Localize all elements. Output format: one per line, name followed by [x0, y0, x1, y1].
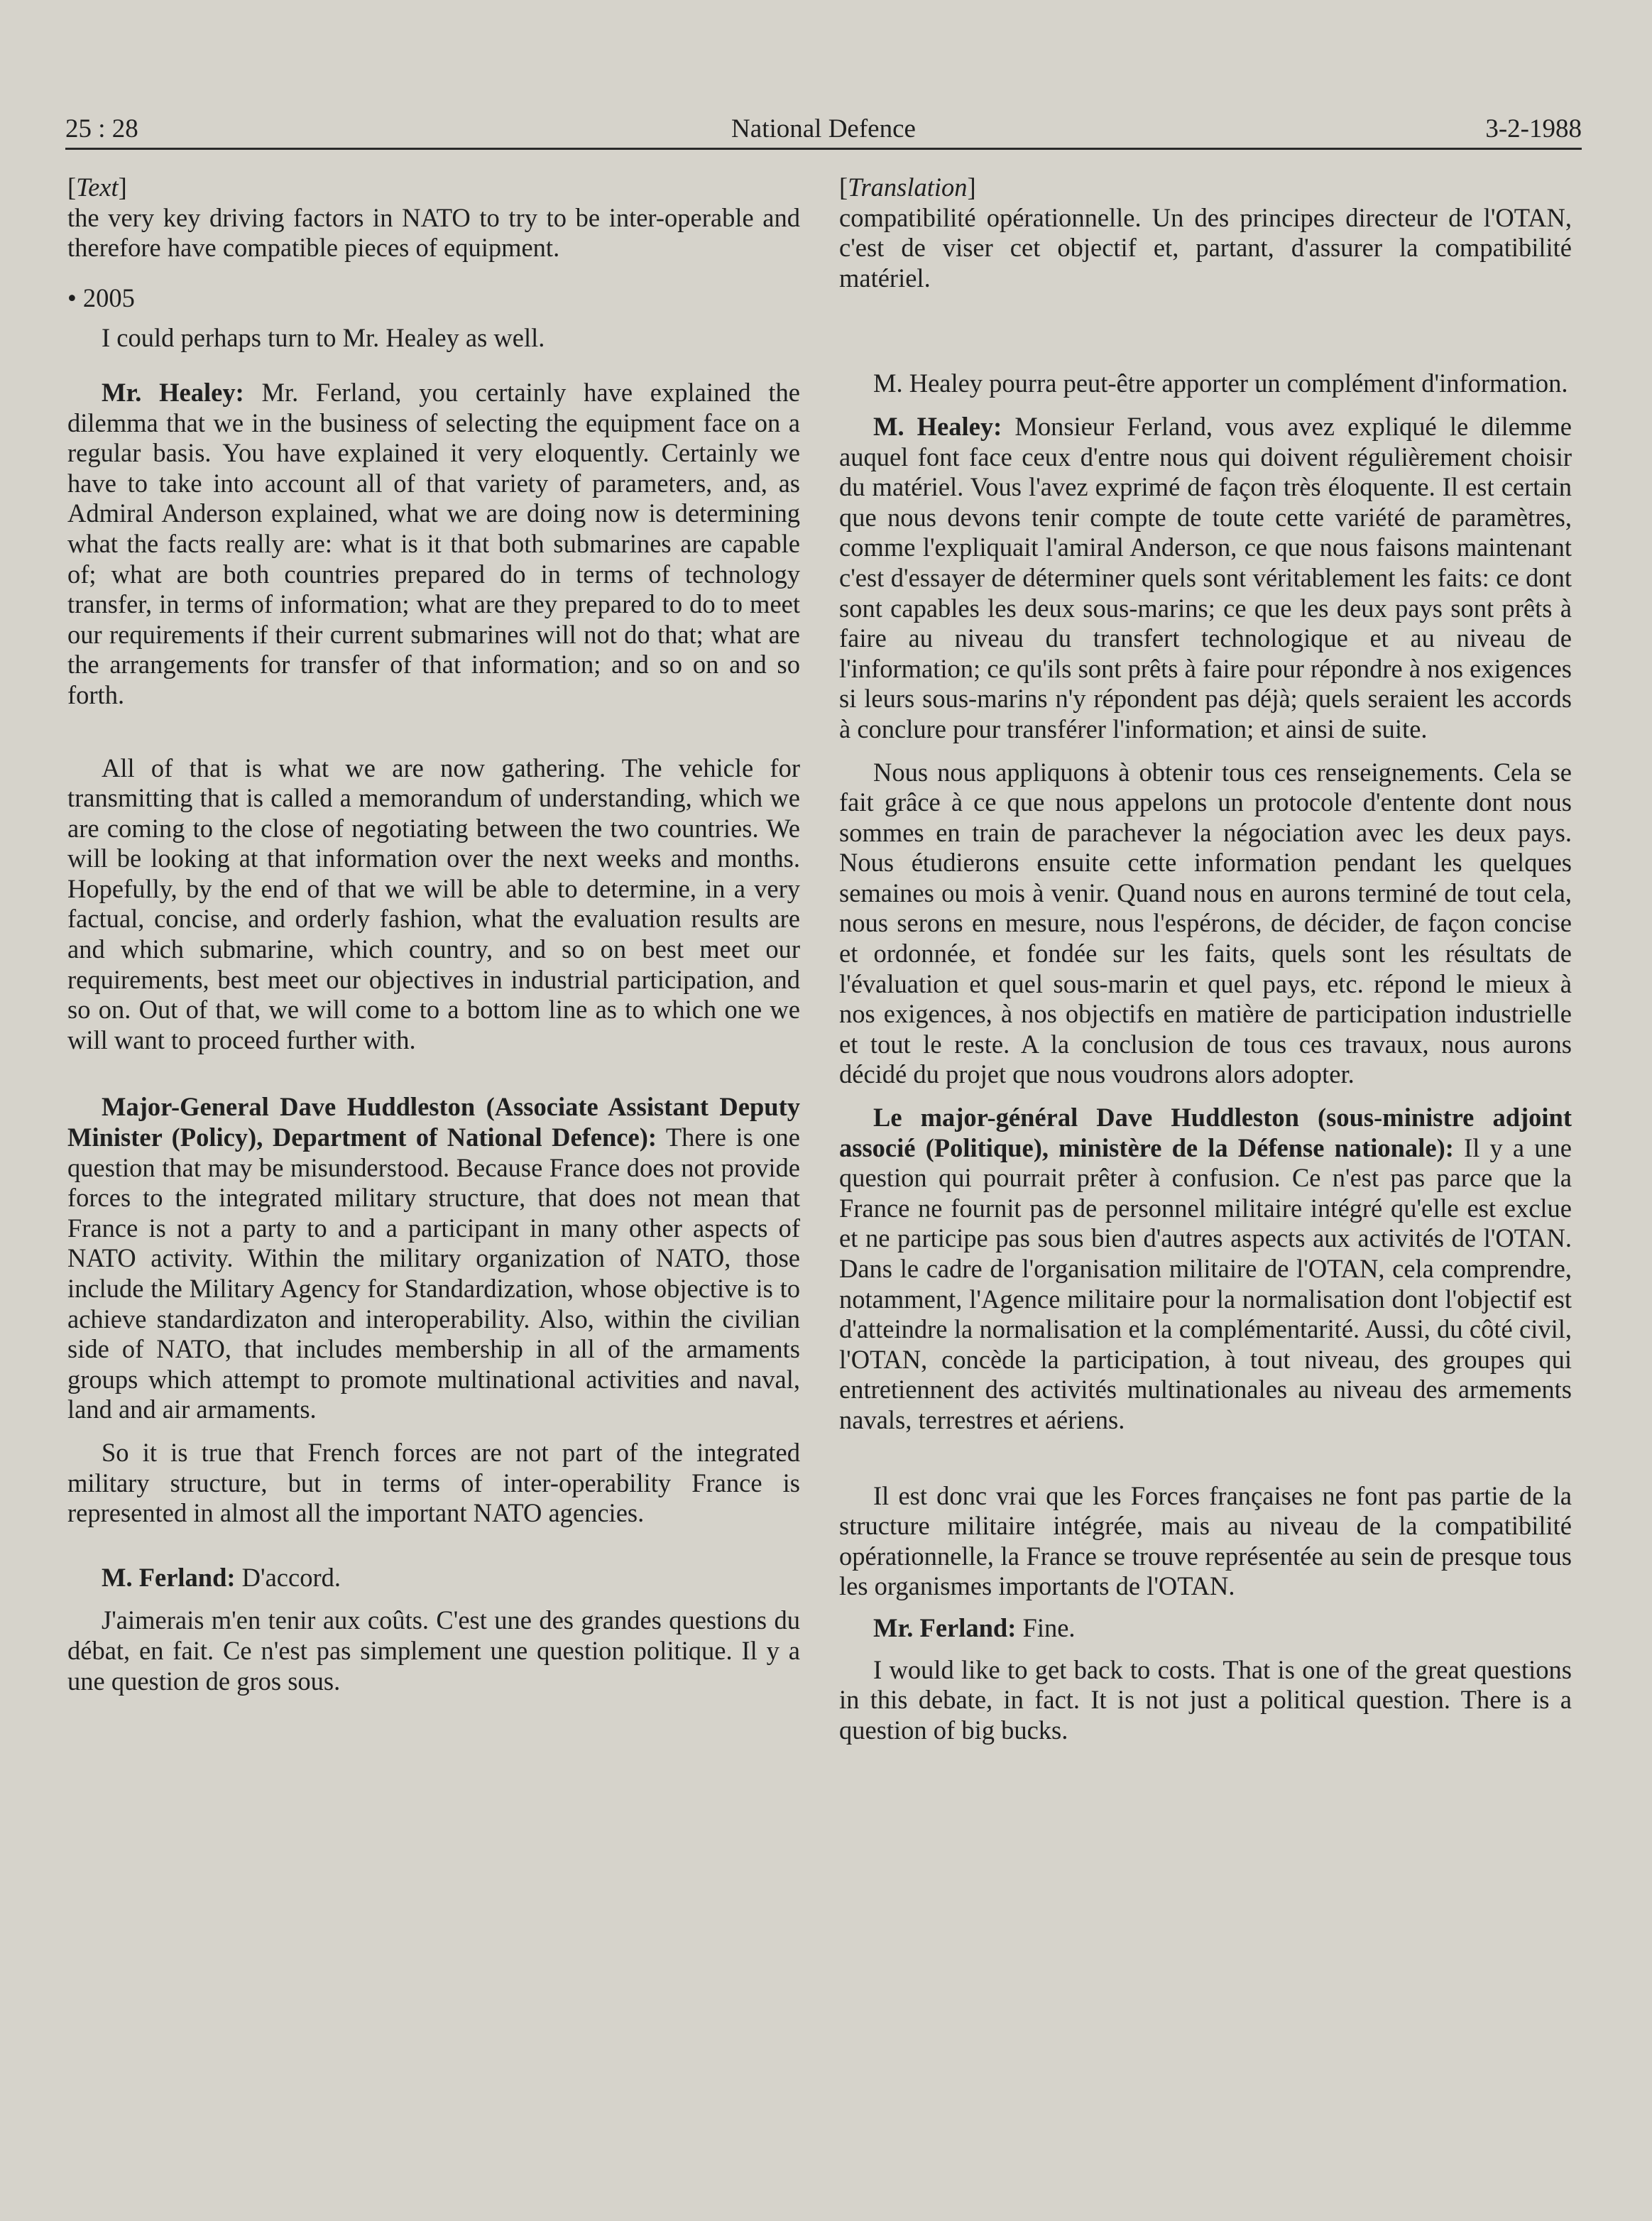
speaker-paragraph: Mr. Ferland: Fine.	[873, 1612, 1076, 1642]
publication-title: National Defence	[731, 114, 916, 143]
paragraph: All of that is what we are now gathering. The vehicle for transmitting that is called a memorandum of understanding, which we are coming to the close of negotiating between the two countries. We will be looking at that information over the next weeks and months. Hopefully, by the end of that we will be able to determine, in a very factual, concise, and orderly fashion, what the evaluation results are and which submarine, which country, and so on best meet our requirements, best meet our objectives in industrial participation, and so on. Out of that, we will come to a bottom line as to which one we will want to proceed further with.	[67, 753, 800, 1054]
section-label-text: [Text]	[67, 173, 127, 202]
paragraph: I could perhaps turn to Mr. Healey as well.	[102, 323, 545, 353]
paragraph: M. Healey pourra peut-être apporter un complément d'information.	[873, 369, 1568, 398]
speaker-name: M. Ferland:	[102, 1562, 236, 1592]
speaker-name: Le major-général Dave Huddleston (sous-ministre adjoint associé (Politique), ministère de la Défense nationale):	[839, 1103, 1572, 1162]
left-column	[67, 173, 800, 1696]
paragraph: So it is true that French forces are not part of the integrated military structure, but in terms of inter-operability France is represented in almost all the important NATO agencies.	[67, 1437, 800, 1528]
page-date: 3-2-1988	[1485, 114, 1582, 143]
paragraph: J'aimerais m'en tenir aux coûts. C'est une des grandes questions du débat, en fait. Ce n'est pas simplement une question politique. Il y a une question de gros sous.	[67, 1605, 800, 1696]
paragraph: the very key driving factors in NATO to try to be inter-operable and therefore have compatible pieces of equipment.	[67, 202, 800, 263]
speaker-name: Mr. Ferland:	[873, 1612, 1017, 1642]
paragraph: Nous nous appliquons à obtenir tous ces renseignements. Cela se fait grâce à ce que nous appelons un protocole d'entente dont nous sommes en train de parachever la négociation avec les deux pays. Nous étudierons ensuite cette information pendant les quelques semaines ou mois à venir. Quand nous en aurons terminé de tout cela, nous serons en mesure, nous l'espérons, de décider, de façon concise et ordonnée, et fondée sur les faits, quels sont les résultats de l'évaluation et quel sous-marin et quel pays, etc. répond le mieux à nos exigences, à nos objectifs en matière de participation industrielle et tout le reste. A la conclusion de tous ces travaux, nous aurons décidé du projet que nous voudrons alors adopter.	[839, 757, 1572, 1089]
speaker-paragraph: M. Ferland: D'accord.	[102, 1562, 341, 1592]
speaker-paragraph: Major-General Dave Huddleston (Associate Assistant Deputy Minister (Policy), Department of National Defence): There is one question that may be misunderstood. Because France does not provide forces to the integrated military structure, that does not mean that France is not a party to and a participant in many other aspects of NATO activity. Within the military organization of NATO, those include the Military Agency for Standardization, whose objective is to achieve standardizaton and interoperability. Also, within the civilian side of NATO, that includes membership in all of the armaments groups which attempt to promote multinational activities and naval, land and air armaments.	[67, 1092, 800, 1424]
speaker-paragraph: M. Healey: Monsieur Ferland, vous avez expliqué le dilemme auquel font face ceux d'entre nous qui doivent régulièrement choisir du matériel. Vous l'avez exprimé de façon très éloquente. Il est certain que nous devons tenir compte de toute cette variété de paramètres, comme l'expliquait l'amiral Anderson, ce que nous faisons maintenant c'est d'essayer de déterminer quels sont véritablement les faits: ce dont sont capables les deux sous-marins; ce que les deux pays sont prêts à faire au niveau du transfert technologique et au niveau de l'information; ce qu'ils sont prêts à faire pour répondre à nos exigences si leurs sous-marins n'y répondent pas déjà; quels seraient les accords à conclure pour transférer l'information; et ainsi de suite.	[839, 411, 1572, 743]
speaker-paragraph: Le major-général Dave Huddleston (sous-ministre adjoint associé (Politique), ministère de la Défense nationale): Il y a une question qui pourrait prêter à confusion. Ce n'est pas parce que la France ne fournit pas de personnel militaire intégré qu'elle est exclue et ne participe pas sous bien d'autres aspects aux activités de l'OTAN. Dans le cadre de l'organisation militaire de l'OTAN, cela comprendre, notamment, l'Agence militaire pour la normalisation dont l'objectif est d'atteindre la normalisation et la complémentarité. Aussi, du côté civil, l'OTAN, concède la participation, à tout niveau, des groupes qui entretiennent des activités multinationales au niveau des armements navals, terrestres et aériens.	[839, 1103, 1572, 1434]
speaker-name: M. Healey:	[873, 411, 1002, 441]
speaker-name: Mr. Healey:	[102, 377, 244, 407]
page-number: 25 : 28	[65, 114, 138, 143]
paragraph: Il est donc vrai que les Forces françaises ne font pas partie de la structure militaire intégrée, mais au niveau de la compatibilité opérationnelle, la France se trouve représentée au sein de presque tous les organismes importants de l'OTAN.	[839, 1480, 1572, 1601]
speaker-paragraph: Mr. Healey: Mr. Ferland, you certainly have explained the dilemma that we in the business of selecting the equipment face on a regular basis. You have explained it very eloquently. Certainly we have to take into account all of that variety of parameters, and, as Admiral Anderson explained, what we are doing now is determining what the facts really are: what is it that both submarines are capable of; what are both countries prepared do in terms of technology transfer, in terms of information; what are they prepared to do to meet our requirements if their current submarines will not do that; what are the arrangements for transfer of that information; and so on and so forth.	[67, 377, 800, 709]
page-header	[65, 111, 1582, 150]
time-marker: • 2005	[67, 283, 135, 312]
right-column	[839, 173, 1572, 1745]
section-label-translation: [Translation]	[839, 173, 976, 202]
speaker-name: Major-General Dave Huddleston (Associate Assistant Deputy Minister (Policy), Department of National Defence):	[67, 1092, 800, 1152]
paragraph: I would like to get back to costs. That is one of the great questions in this debate, in fact. It is not just a political question. There is a question of big bucks.	[839, 1654, 1572, 1745]
paragraph: compatibilité opérationnelle. Un des principes directeur de l'OTAN, c'est de viser cet objectif et, partant, d'assurer la compatibilité matériel.	[839, 202, 1572, 293]
